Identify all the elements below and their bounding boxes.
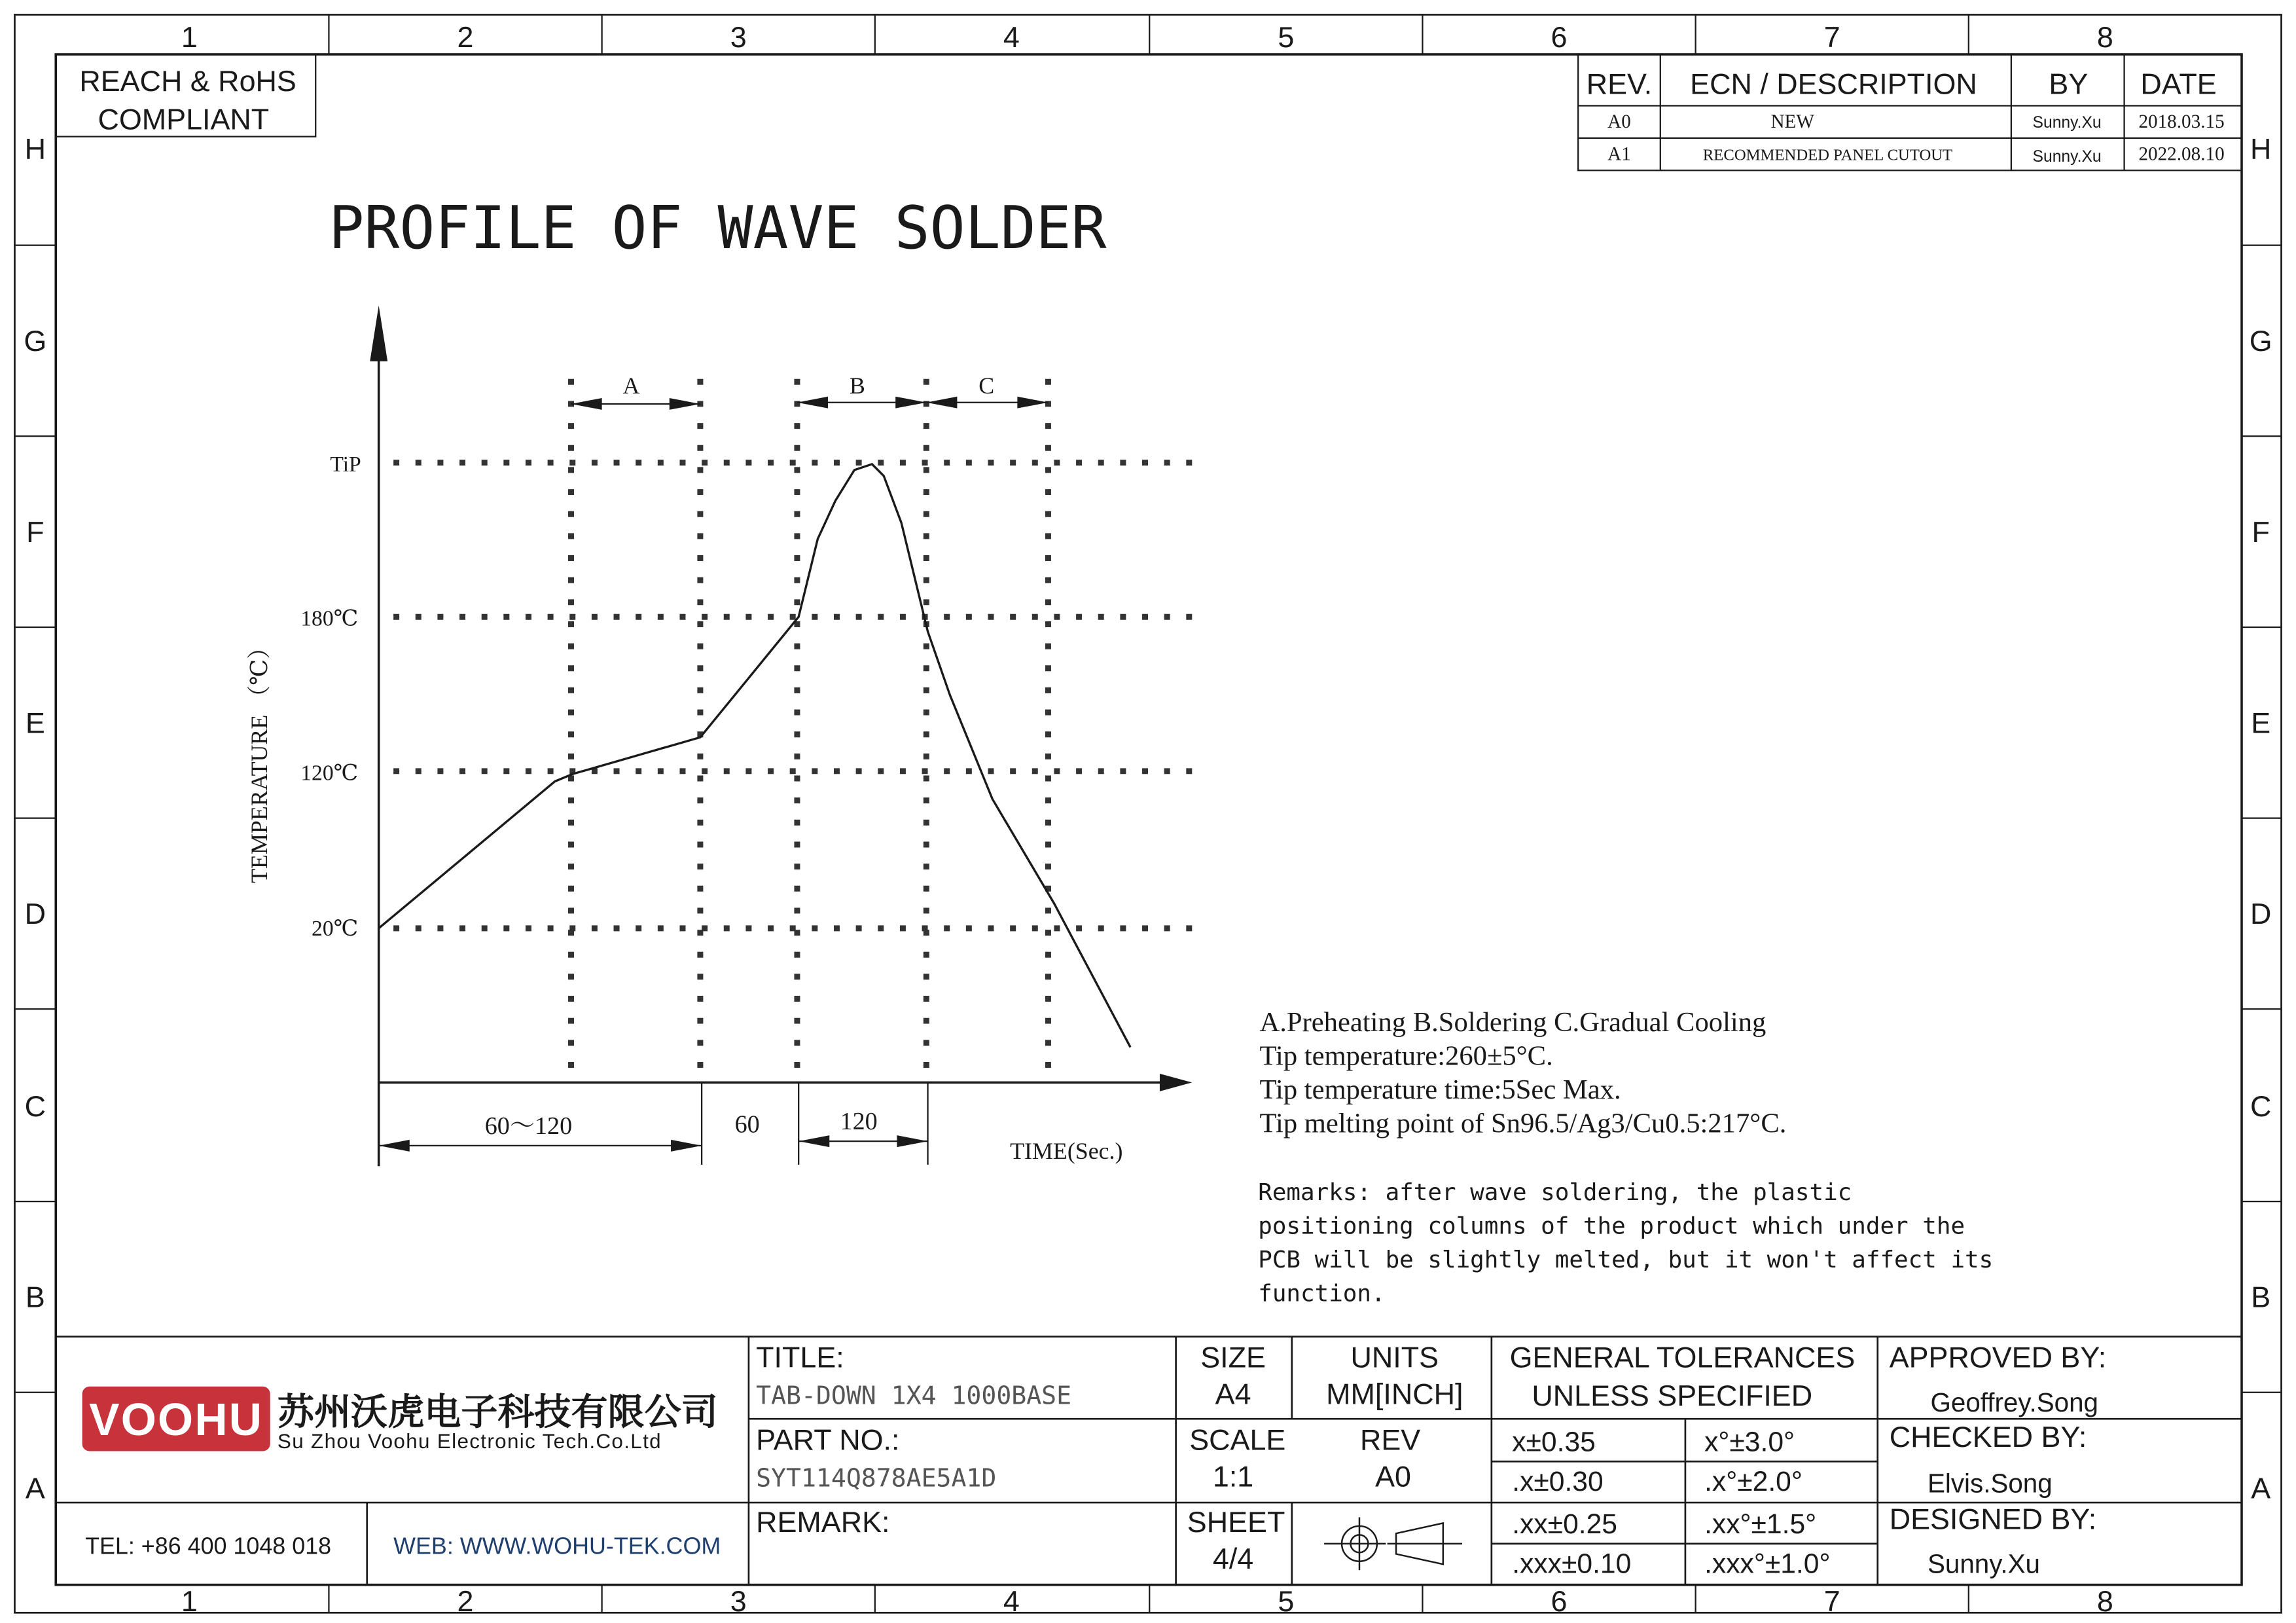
title-block bbox=[56, 1337, 2242, 1585]
col-label-bottom-7: 7 bbox=[1823, 1584, 1840, 1618]
designed-by-value: Sunny.Xu bbox=[1928, 1548, 2041, 1579]
tip-melting-note: Tip melting point of Sn96.5/Ag3/Cu0.5:217°C. bbox=[1259, 1108, 1787, 1139]
y-tick-tip: TiP bbox=[330, 452, 361, 477]
row-label-left-F: F bbox=[26, 515, 45, 549]
row-label-right-C: C bbox=[2250, 1089, 2272, 1123]
by-cell: Sunny.Xu bbox=[2032, 147, 2102, 166]
size-value: A4 bbox=[1215, 1377, 1251, 1411]
desc-cell: RECOMMENDED PANEL CUTOUT bbox=[1702, 146, 1953, 164]
zone-a-dimension bbox=[571, 373, 700, 410]
part-no-value: SYT114Q878AE5A1D bbox=[756, 1463, 997, 1493]
row-label-left-C: C bbox=[24, 1089, 46, 1123]
remarks-block bbox=[1258, 1179, 1993, 1307]
rev-cell: A1 bbox=[1607, 143, 1631, 165]
remark-label: REMARK: bbox=[756, 1504, 890, 1539]
compliance-line-1: REACH & RoHS bbox=[79, 64, 296, 98]
projection-symbol-icon bbox=[1324, 1517, 1462, 1570]
title-value: TAB-DOWN 1X4 1000BASE bbox=[756, 1381, 1072, 1410]
compliance-box bbox=[56, 54, 315, 137]
approved-by-value: Geoffrey.Song bbox=[1930, 1387, 2099, 1417]
time-dim-label-2: 60 bbox=[734, 1110, 760, 1139]
row-label-right-G: G bbox=[2249, 324, 2272, 358]
rev-table-header-by: BY bbox=[2049, 67, 2089, 101]
col-label-bottom-3: 3 bbox=[730, 1584, 747, 1618]
units-value: MM[INCH] bbox=[1326, 1377, 1463, 1411]
temperature-profile-line bbox=[379, 464, 1130, 1048]
checked-by-value: Elvis.Song bbox=[1928, 1468, 2053, 1499]
tip-time-note: Tip temperature time:5Sec Max. bbox=[1259, 1074, 1621, 1106]
profile-chart bbox=[246, 306, 1192, 1167]
y-tick-180: 180℃ bbox=[300, 606, 359, 631]
time-dim-label-1: 60～120 bbox=[484, 1112, 573, 1140]
rev-table-row bbox=[1607, 144, 2224, 166]
col-label-top-7: 7 bbox=[1823, 20, 1840, 54]
zone-c-dimension bbox=[926, 373, 1048, 408]
y-tick-20: 20℃ bbox=[312, 917, 359, 941]
col-label-top-8: 8 bbox=[2096, 20, 2113, 54]
size-label: SIZE bbox=[1200, 1340, 1266, 1374]
row-label-left-D: D bbox=[24, 897, 46, 931]
row-label-right-H: H bbox=[2250, 132, 2272, 166]
col-label-top-3: 3 bbox=[730, 20, 747, 54]
remarks-line: function. bbox=[1258, 1280, 1386, 1307]
company-name-cn: 苏州沃虎电子科技有限公司 bbox=[277, 1391, 718, 1433]
col-label-bottom-1: 1 bbox=[181, 1584, 198, 1618]
row-label-right-F: F bbox=[2251, 515, 2270, 549]
date-cell: 2018.03.15 bbox=[2138, 111, 2225, 133]
y-tick-120: 120℃ bbox=[300, 761, 359, 786]
part-no-label: PART NO.: bbox=[756, 1423, 900, 1457]
scale-value: 1:1 bbox=[1212, 1459, 1254, 1493]
col-label-top-1: 1 bbox=[181, 20, 198, 54]
col-label-bottom-8: 8 bbox=[2096, 1584, 2113, 1618]
rev-value: A0 bbox=[1375, 1459, 1412, 1493]
rev-table-header-date: DATE bbox=[2140, 67, 2217, 101]
rev-table-row bbox=[1607, 111, 2224, 132]
approved-by-label: APPROVED BY: bbox=[1889, 1340, 2107, 1374]
rev-table-header-rev: REV. bbox=[1586, 67, 1653, 101]
tolerance-linear-3: .xxx±0.10 bbox=[1512, 1548, 1632, 1580]
remarks-line: positioning columns of the product which under the bbox=[1258, 1213, 1965, 1240]
tolerance-angular-3: .xxx°±1.0° bbox=[1704, 1548, 1831, 1580]
row-label-right-B: B bbox=[2251, 1280, 2271, 1314]
time-dimension-preheat bbox=[379, 1112, 702, 1152]
col-label-bottom-5: 5 bbox=[1278, 1584, 1295, 1618]
col-label-bottom-2: 2 bbox=[457, 1584, 474, 1618]
row-label-right-E: E bbox=[2251, 706, 2271, 740]
x-axis-arrow bbox=[1160, 1074, 1192, 1091]
remarks-line: Remarks: after wave soldering, the plastic bbox=[1258, 1178, 1852, 1206]
drawing-title: PROFILE OF WAVE SOLDER bbox=[329, 194, 1107, 263]
row-label-right-A: A bbox=[2251, 1471, 2271, 1505]
revision-table bbox=[1578, 54, 2242, 170]
tolerance-angular-1: .x°±2.0° bbox=[1704, 1466, 1803, 1498]
remarks-line: PCB will be slightly melted, but it won't affect its bbox=[1258, 1247, 1994, 1274]
units-label: UNITS bbox=[1350, 1340, 1439, 1374]
zone-b-dimension bbox=[797, 373, 926, 408]
checked-by-label: CHECKED BY: bbox=[1889, 1419, 2087, 1453]
process-notes bbox=[1259, 1007, 1786, 1139]
company-logo bbox=[82, 1387, 270, 1451]
col-label-top-6: 6 bbox=[1551, 20, 1568, 54]
row-label-right-D: D bbox=[2250, 897, 2272, 931]
zone-legend-note: A.Preheating B.Soldering C.Gradual Cooling bbox=[1259, 1006, 1767, 1038]
title-label: TITLE: bbox=[756, 1340, 844, 1374]
sheet-label: SHEET bbox=[1187, 1504, 1285, 1539]
zone-c-label: C bbox=[978, 373, 995, 399]
rev-label: REV bbox=[1359, 1423, 1421, 1457]
row-label-left-E: E bbox=[25, 706, 45, 740]
tolerance-title-1: GENERAL TOLERANCES bbox=[1509, 1340, 1856, 1374]
zone-a-label: A bbox=[622, 373, 640, 399]
desc-cell: NEW bbox=[1770, 111, 1814, 133]
col-label-top-5: 5 bbox=[1278, 20, 1295, 54]
company-tel: TEL: +86 400 1048 018 bbox=[85, 1533, 332, 1559]
time-dim-label-3: 120 bbox=[840, 1108, 878, 1136]
y-axis-label: TEMPERATURE （℃） bbox=[246, 635, 273, 883]
tolerance-linear-1: .x±0.30 bbox=[1512, 1466, 1604, 1498]
col-label-top-4: 4 bbox=[1003, 20, 1020, 54]
company-name-en: Su Zhou Voohu Electronic Tech.Co.Ltd bbox=[277, 1430, 662, 1453]
tolerance-linear-0: x±0.35 bbox=[1512, 1426, 1596, 1458]
time-dimension-soldering bbox=[798, 1108, 927, 1147]
by-cell: Sunny.Xu bbox=[2032, 114, 2102, 132]
designed-by-label: DESIGNED BY: bbox=[1889, 1502, 2097, 1536]
sheet-value: 4/4 bbox=[1212, 1541, 1254, 1575]
compliance-line-2: COMPLIANT bbox=[98, 102, 270, 136]
tip-temperature-note: Tip temperature:260±5°C. bbox=[1259, 1040, 1553, 1072]
tolerance-angular-2: .xx°±1.5° bbox=[1704, 1508, 1817, 1541]
row-label-left-B: B bbox=[25, 1280, 45, 1314]
tolerance-title-2: UNLESS SPECIFIED bbox=[1532, 1378, 1813, 1412]
y-axis-arrow bbox=[370, 306, 387, 361]
scale-label: SCALE bbox=[1189, 1423, 1286, 1457]
tolerance-angular-0: x°±3.0° bbox=[1704, 1426, 1795, 1458]
logo-wordmark: VOOHU bbox=[89, 1393, 264, 1445]
col-label-bottom-6: 6 bbox=[1551, 1584, 1568, 1618]
rev-cell: A0 bbox=[1607, 111, 1631, 133]
col-label-bottom-4: 4 bbox=[1003, 1584, 1020, 1618]
x-axis-label: TIME(Sec.) bbox=[1010, 1138, 1123, 1165]
date-cell: 2022.08.10 bbox=[2138, 143, 2225, 165]
row-label-left-A: A bbox=[25, 1471, 45, 1505]
company-web: WEB: WWW.WOHU-TEK.COM bbox=[393, 1533, 721, 1559]
row-label-left-H: H bbox=[24, 132, 46, 166]
zone-b-label: B bbox=[849, 373, 865, 399]
row-label-left-G: G bbox=[24, 324, 47, 358]
rev-table-header-desc: ECN / DESCRIPTION bbox=[1690, 67, 1977, 101]
col-label-top-2: 2 bbox=[457, 20, 474, 54]
tolerance-linear-2: .xx±0.25 bbox=[1512, 1508, 1618, 1541]
